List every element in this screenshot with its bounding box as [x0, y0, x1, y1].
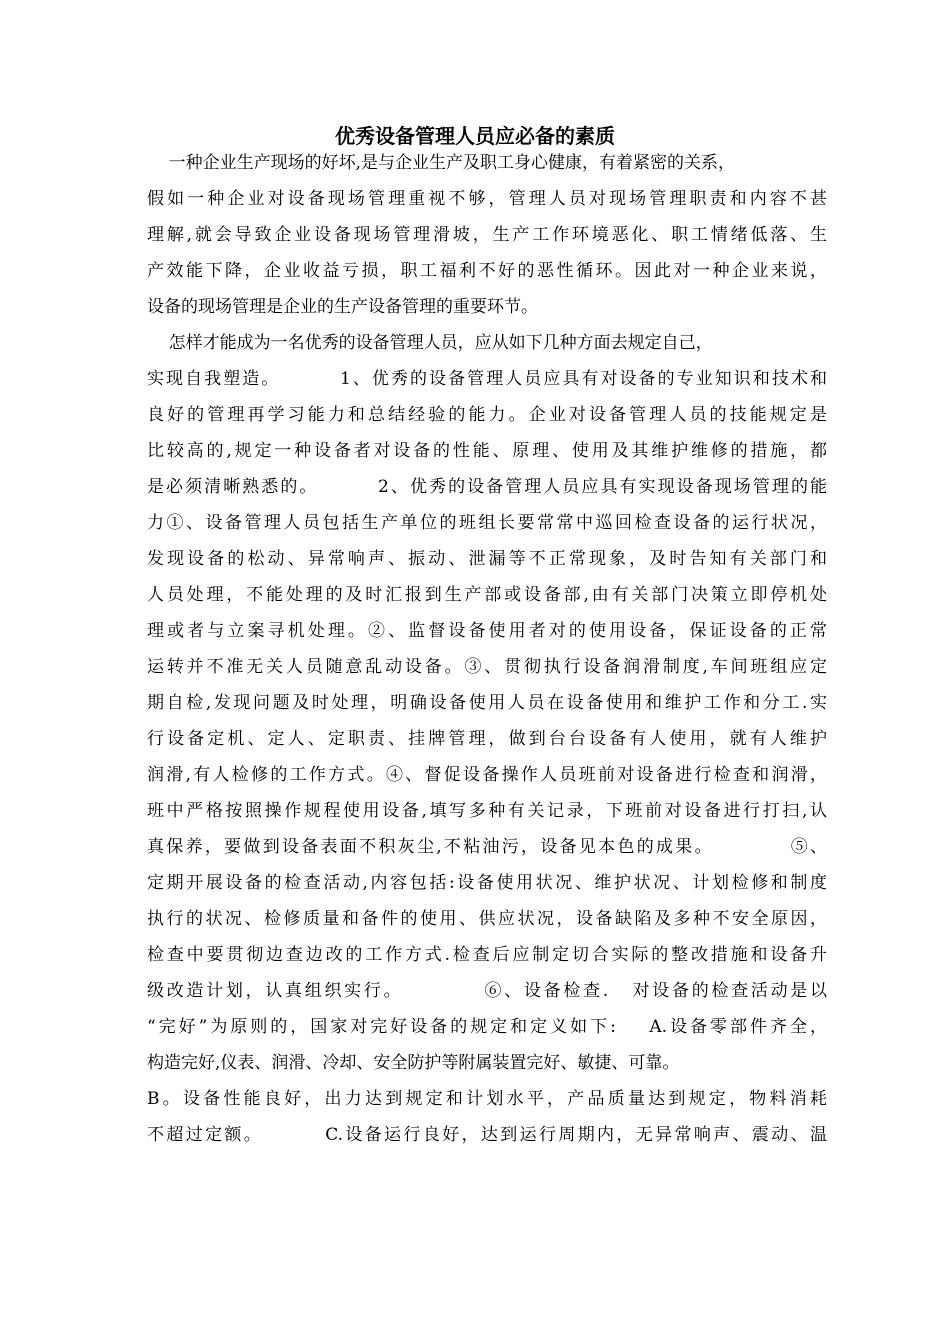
paragraph-line: 一种企业生产现场的好坏,是与企业生产及职工身心健康，有着紧密的关系，: [147, 153, 736, 173]
paragraph-line: 运转并不准无关人员随意乱动设备。③、贯彻执行设备润滑制度,车间班组应定: [147, 657, 827, 677]
paragraph-line: 执行的状况、检修质量和备件的使用、供应状况，设备缺陷及多种不安全原因，: [147, 909, 827, 929]
paragraph-line: 构造完好,仪表、润滑、冷却、安全防护等附属装置完好、敏捷、可靠。: [147, 1053, 680, 1073]
document-title: 优秀设备管理人员应必备的素质: [335, 124, 615, 148]
paragraph-line: 润滑,有人检修的工作方式。④、督促设备操作人员班前对设备进行检查和润滑，: [147, 765, 827, 785]
paragraph-line: 检查中要贯彻边查边改的工作方式.检查后应制定切合实际的整改措施和设备升: [147, 945, 827, 965]
paragraph-line: 理或者与立案寻机处理。②、监督设备使用者对的使用设备，保证设备的正常: [147, 621, 827, 641]
paragraph-line: 力①、设备管理人员包括生产单位的班组长要常常中巡回检查设备的运行状况，: [147, 513, 827, 533]
paragraph-line: 人员处理，不能处理的及时汇报到生产部或设备部,由有关部门决策立即停机处: [147, 585, 827, 605]
paragraph-line: 实现自我塑造。 1、优秀的设备管理人员应具有对设备的专业知识和技术和: [147, 369, 827, 389]
paragraph-line: 怎样才能成为一名优秀的设备管理人员，应从如下几种方面去规定自己，: [147, 333, 713, 353]
paragraph-line: 班中严格按照操作规程使用设备,填写多种有关记录，下班前对设备进行打扫,认: [147, 801, 827, 821]
paragraph-line: 产效能下降，企业收益亏损，职工福利不好的恶性循环。因此对一种企业来说，: [147, 261, 827, 281]
paragraph-line: 是必须清晰熟悉的。 2、优秀的设备管理人员应具有实现设备现场管理的能: [147, 477, 827, 497]
paragraph-line: 比较高的,规定一种设备者对设备的性能、原理、使用及其维护维修的措施，都: [147, 441, 827, 461]
paragraph-line: 级改造计划，认真组织实行。 ⑥、设备检查. 对设备的检查活动是以: [147, 981, 827, 1001]
paragraph-line: 理解,就会导致企业设备现场管理滑坡，生产工作环境恶化、职工情绪低落、生: [147, 225, 827, 245]
paragraph-line: 定期开展设备的检查活动,内容包括:设备使用状况、维护状况、计划检修和制度: [147, 873, 827, 893]
paragraph-line: 发现设备的松动、异常响声、振动、泄漏等不正常现象，及时告知有关部门和: [147, 549, 827, 569]
paragraph-line: 不超过定额。 C.设备运行良好，达到运行周期内，无异常响声、震动、温: [147, 1125, 827, 1145]
paragraph-line: B。设备性能良好，出力达到规定和计划水平，产品质量达到规定，物料消耗: [147, 1089, 827, 1109]
paragraph-line: 设备的现场管理是企业的生产设备管理的重要环节。: [147, 297, 538, 317]
paragraph-line: 真保养，要做到设备表面不积灰尘,不粘油污，设备见本色的成果。 ⑤、: [147, 837, 827, 857]
paragraph-line: 良好的管理再学习能力和总结经验的能力。企业对设备管理人员的技能规定是: [147, 405, 827, 425]
paragraph-line: 行设备定机、定人、定职责、挂牌管理，做到台台设备有人使用，就有人维护: [147, 729, 827, 749]
paragraph-line: 期自检,发现问题及时处理，明确设备使用人员在设备使用和维护工作和分工.实: [147, 693, 827, 713]
paragraph-line: “完好”为原则的，国家对完好设备的规定和定义如下: A.设备零部件齐全，: [147, 1017, 827, 1037]
paragraph-line: 假如一种企业对设备现场管理重视不够，管理人员对现场管理职责和内容不甚: [147, 189, 827, 209]
